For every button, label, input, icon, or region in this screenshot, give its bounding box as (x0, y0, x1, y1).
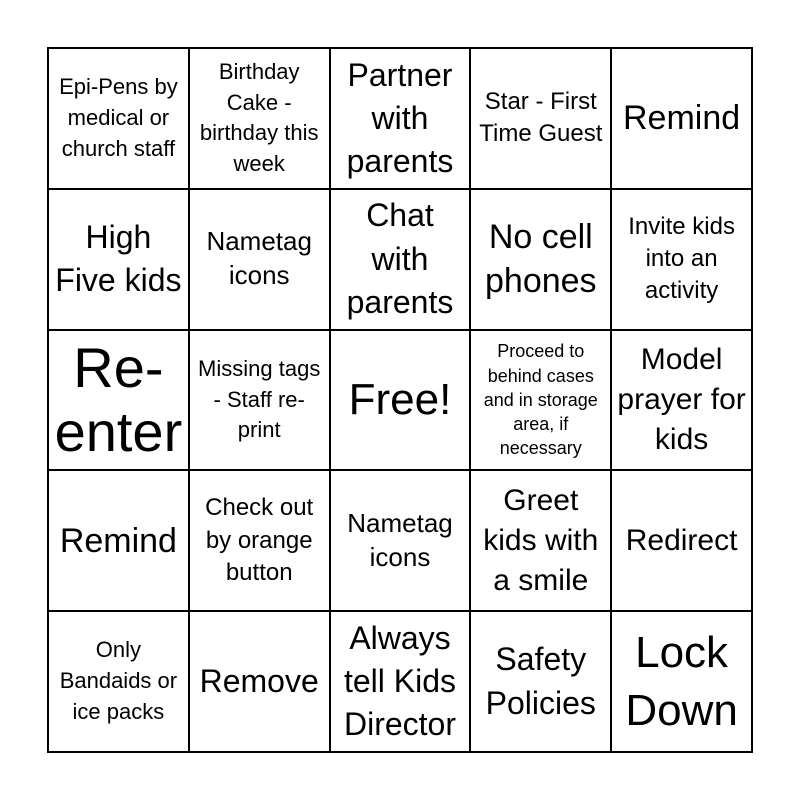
bingo-cell[interactable]: Remind (48, 470, 189, 611)
bingo-cell[interactable]: Epi-Pens by medical or church staff (48, 48, 189, 189)
bingo-cell[interactable]: Birthday Cake - birthday this week (189, 48, 330, 189)
bingo-cell[interactable]: Only Bandaids or ice packs (48, 611, 189, 752)
bingo-cell[interactable]: Re-enter (48, 330, 189, 471)
bingo-cell[interactable]: Nametag icons (330, 470, 471, 611)
bingo-cell[interactable]: No cell phones (470, 189, 611, 330)
bingo-cell[interactable]: Chat with parents (330, 189, 471, 330)
free-space[interactable]: Free! (330, 330, 471, 471)
bingo-cell[interactable]: Redirect (611, 470, 752, 611)
bingo-cell[interactable]: Always tell Kids Director (330, 611, 471, 752)
bingo-cell[interactable]: Missing tags - Staff re-print (189, 330, 330, 471)
bingo-cell[interactable]: Remove (189, 611, 330, 752)
bingo-cell[interactable]: High Five kids (48, 189, 189, 330)
bingo-cell[interactable]: Invite kids into an activity (611, 189, 752, 330)
bingo-cell[interactable]: Remind (611, 48, 752, 189)
bingo-cell[interactable]: Check out by orange button (189, 470, 330, 611)
bingo-cell[interactable]: Partner with parents (330, 48, 471, 189)
bingo-cell[interactable]: Safety Policies (470, 611, 611, 752)
bingo-cell[interactable]: Lock Down (611, 611, 752, 752)
bingo-cell[interactable]: Model prayer for kids (611, 330, 752, 471)
bingo-board (47, 47, 753, 753)
bingo-cell[interactable]: Nametag icons (189, 189, 330, 330)
bingo-cell[interactable]: Star - First Time Guest (470, 48, 611, 189)
bingo-cell[interactable]: Greet kids with a smile (470, 470, 611, 611)
bingo-cell[interactable]: Proceed to behind cases and in storage area, if necessary (470, 330, 611, 471)
